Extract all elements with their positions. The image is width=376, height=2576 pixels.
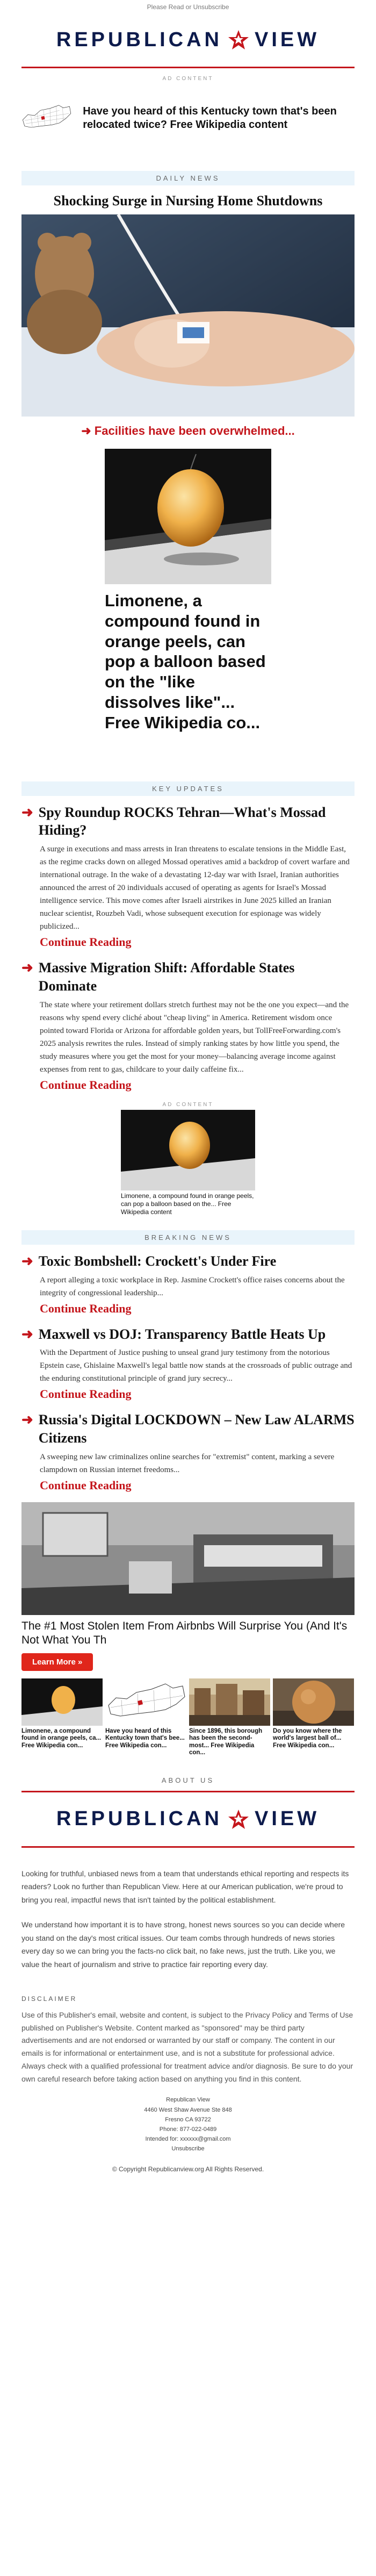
airbnb-room-image: [21, 1502, 355, 1615]
ad-label: AD CONTENT: [162, 1101, 214, 1108]
article: [21, 1325, 355, 1402]
footer-address-2: Fresno CA 93722: [165, 2116, 211, 2123]
disclaimer: [21, 1993, 355, 2085]
footer-phone: Phone: 877-022-0489: [159, 2126, 217, 2133]
article-title-text[interactable]: Maxwell vs DOJ: Transparency Battle Heats Up: [38, 1326, 326, 1342]
continue-reading-link[interactable]: Continue Reading: [40, 1078, 132, 1092]
nursing-home-image[interactable]: [21, 214, 355, 417]
article-title[interactable]: [21, 1411, 355, 1447]
continue-reading-link[interactable]: Continue Reading: [40, 1479, 132, 1492]
learn-more-button[interactable]: Learn More »: [21, 1653, 93, 1671]
footer-name: Republican View: [166, 2097, 210, 2104]
limonene-ad[interactable]: [105, 449, 271, 733]
preheader[interactable]: Please Read or Unsubscribe: [147, 3, 229, 11]
about-header: [0, 1792, 376, 1846]
article-title-text[interactable]: Toxic Bombshell: Crockett's Under Fire: [38, 1253, 277, 1269]
about-section: [0, 1867, 376, 1971]
brand-right: VIEW: [255, 28, 320, 51]
orange-balloon-image: [21, 1678, 103, 1726]
article: [21, 959, 355, 1092]
arrow-icon: ➜: [21, 1412, 33, 1428]
giant-ball-image: [273, 1678, 354, 1726]
continue-reading-link[interactable]: Continue Reading: [40, 1301, 132, 1315]
limonene-small-ad[interactable]: [121, 1110, 255, 1216]
article-body: A surge in executions and mass arrests in Iran threatens to escalate tensions in the Middle East, as the regime cracks down on alleged Mossad operatives amid a backdrop of covert warfare and international outrage. In the wake of a devastating 12-day war with Israel, Iranian authorities announced the arrest of 20 individuals accused of operating as agents for Israel's Mossad intelligence service. This move comes after Israeli airstrikes in June 2025 killed an Iranian nuclear scientist, Rouzbeh Vadi, whose subsequent execution for espionage was widely publicized...: [40, 845, 350, 931]
grid-ad[interactable]: [21, 1678, 103, 1757]
article-title[interactable]: [21, 803, 355, 840]
article-title[interactable]: [21, 1325, 355, 1344]
grid-ad[interactable]: [105, 1678, 186, 1757]
limonene-ad-text[interactable]: Limonene, a compound found in orange peels, can pop a balloon based on the "like dissolves like"... Free Wikipedia co...: [105, 591, 266, 732]
continue-reading-link[interactable]: Continue Reading: [40, 935, 132, 949]
brand-logo[interactable]: [56, 1807, 320, 1831]
star-logo-icon: [228, 1809, 249, 1830]
arrow-icon: ➜: [21, 804, 33, 820]
footer: [0, 2095, 376, 2154]
copyright: © Copyright Republicanview.org All Rights Reserved.: [112, 2165, 264, 2173]
arrow-icon: ➜: [21, 1326, 33, 1342]
top-ad-text[interactable]: Have you heard of this Kentucky town that's been relocated twice? Free Wikipedia content: [83, 105, 337, 131]
header: [0, 13, 376, 67]
grid-ad-text[interactable]: Have you heard of this Kentucky town that's bee... Free Wikipedia con...: [105, 1727, 185, 1749]
orange-balloon-image: [121, 1110, 255, 1190]
article-body: The state where your retirement dollars stretch furthest may not be the one you expect—and the reasons why spend every cliché about "cheap living" in America. Retirement wisdom once pointed toward Florida or Arizona for affordable golden years, but TollFreeForwarding.com's 2025 analysis rewrites the rules. Instead of simply ranking states by how little you spend, the study measures where you get the most for your money—balancing average income against expenses from rent to gas, childcare to your daily caffeine fix...: [40, 1000, 349, 1074]
about-label: ABOUT US: [161, 1776, 215, 1784]
unsubscribe-link[interactable]: Unsubscribe: [171, 2146, 205, 2152]
daily-news-bar: DAILY NEWS: [21, 171, 355, 185]
brand-left: REPUBLICAN: [56, 1807, 222, 1831]
grid-ad[interactable]: [273, 1678, 354, 1757]
article-body: A report alleging a toxic workplace in Rep. Jasmine Crockett's office raises concerns about the integrity of congressional leadership...: [40, 1275, 345, 1297]
kentucky-map-icon: [105, 1678, 186, 1726]
article-title[interactable]: [21, 1252, 355, 1271]
grid-ad[interactable]: [189, 1678, 270, 1757]
article-title-text[interactable]: Massive Migration Shift: Affordable States Dominate: [38, 960, 295, 994]
about-paragraph: Looking for truthful, unbiased news from a team that understands ethical reporting and respects its readers? Look no further than Republican View. Here at our American publication, we're proud to bring you real, impactful news that isn't tainted by the political establishment.: [21, 1869, 349, 1904]
article-body: With the Department of Justice pushing to unseal grand jury testimony from the notorious Epstein case, Ghislaine Maxwell's legal battle now stands at the crossroads of public outrage and the enduring constitutional principle of grand jury secrecy...: [40, 1348, 352, 1383]
article-title-text[interactable]: Spy Roundup ROCKS Tehran—What's Mossad Hiding?: [38, 804, 326, 838]
brand-right: VIEW: [255, 1807, 320, 1831]
disclaimer-text: Use of this Publisher's email, website and content, is subject to the Privacy Policy and Terms of Use published on Publisher's Website. Content marked as "sponsored" may be third party advertisements and are not endorsed or warranted by our staff or company. The content in our emails is for informational or entertainment use, and is not a substitute for professional advice. Always check with a qualified professional for treatment advice and/or diagnosis. Be sure to do your own careful research before taking action based on anything you find in this content.: [21, 2010, 353, 2083]
daily-news-caption[interactable]: ➜ Facilities have been overwhelmed...: [81, 424, 295, 437]
disclaimer-heading: DISCLAIMER: [21, 1995, 77, 2003]
article-title[interactable]: [21, 959, 355, 995]
brand-left: REPUBLICAN: [56, 28, 222, 51]
breaking-news-bar: BREAKING NEWS: [21, 1230, 355, 1245]
kentucky-map-icon: [21, 89, 72, 148]
article-title-text[interactable]: Russia's Digital LOCKDOWN – New Law ALARMS Citizens: [38, 1412, 355, 1446]
article: [21, 1411, 355, 1492]
top-ad[interactable]: [21, 86, 355, 150]
header-rule: [21, 67, 355, 68]
arrow-icon: ➜: [21, 960, 33, 976]
ad-label: AD CONTENT: [162, 76, 214, 82]
grid-ad-text[interactable]: Limonene, a compound found in orange peels, ca... Free Wikipedia con...: [21, 1727, 102, 1749]
footer-address-1: 4460 West Shaw Avenue Ste 848: [144, 2106, 232, 2113]
ad-grid: [21, 1678, 355, 1757]
grid-ad-text[interactable]: Do you know where the world's largest ball of... Free Wikipedia con...: [273, 1727, 342, 1749]
orange-balloon-image: [105, 449, 271, 584]
limonene-small-ad-text[interactable]: Limonene, a compound found in orange peels, can pop a balloon based on the... Free Wikipedia content: [121, 1192, 254, 1216]
brand-logo[interactable]: [56, 28, 320, 52]
article: [21, 1252, 355, 1316]
continue-reading-link[interactable]: Continue Reading: [40, 1387, 132, 1401]
about-paragraph: We understand how important it is to have strong, honest news sources so you can decide where you stand on the day's most critical issues. Our team combs through hundreds of news stories every day so we can bring you the facts-no click bait, no fake news, just the truth. Like you, we value the heart of journalism and strive to practice fair reporting every day.: [21, 1920, 345, 1969]
star-logo-icon: [228, 29, 249, 51]
article: [21, 803, 355, 950]
promo-headline[interactable]: The #1 Most Stolen Item From Airbnbs Will Surprise You (And It's Not What You Th: [21, 1620, 348, 1647]
footer-intended: Intended for: xxxxxx@gmail.com: [145, 2136, 231, 2143]
grid-ad-text[interactable]: Since 1896, this borough has been the second-most... Free Wikipedia con...: [189, 1727, 263, 1756]
article-body: A sweeping new law criminalizes online searches for "extremist" content, marking a severe clampdown on Russian internet freedoms...: [40, 1453, 335, 1475]
borough-street-image: [189, 1678, 270, 1726]
daily-news-title[interactable]: Shocking Surge in Nursing Home Shutdowns: [53, 193, 323, 209]
promo-ad[interactable]: [21, 1502, 355, 1671]
key-updates-bar: KEY UPDATES: [21, 781, 355, 796]
arrow-icon: ➜: [21, 1253, 33, 1269]
